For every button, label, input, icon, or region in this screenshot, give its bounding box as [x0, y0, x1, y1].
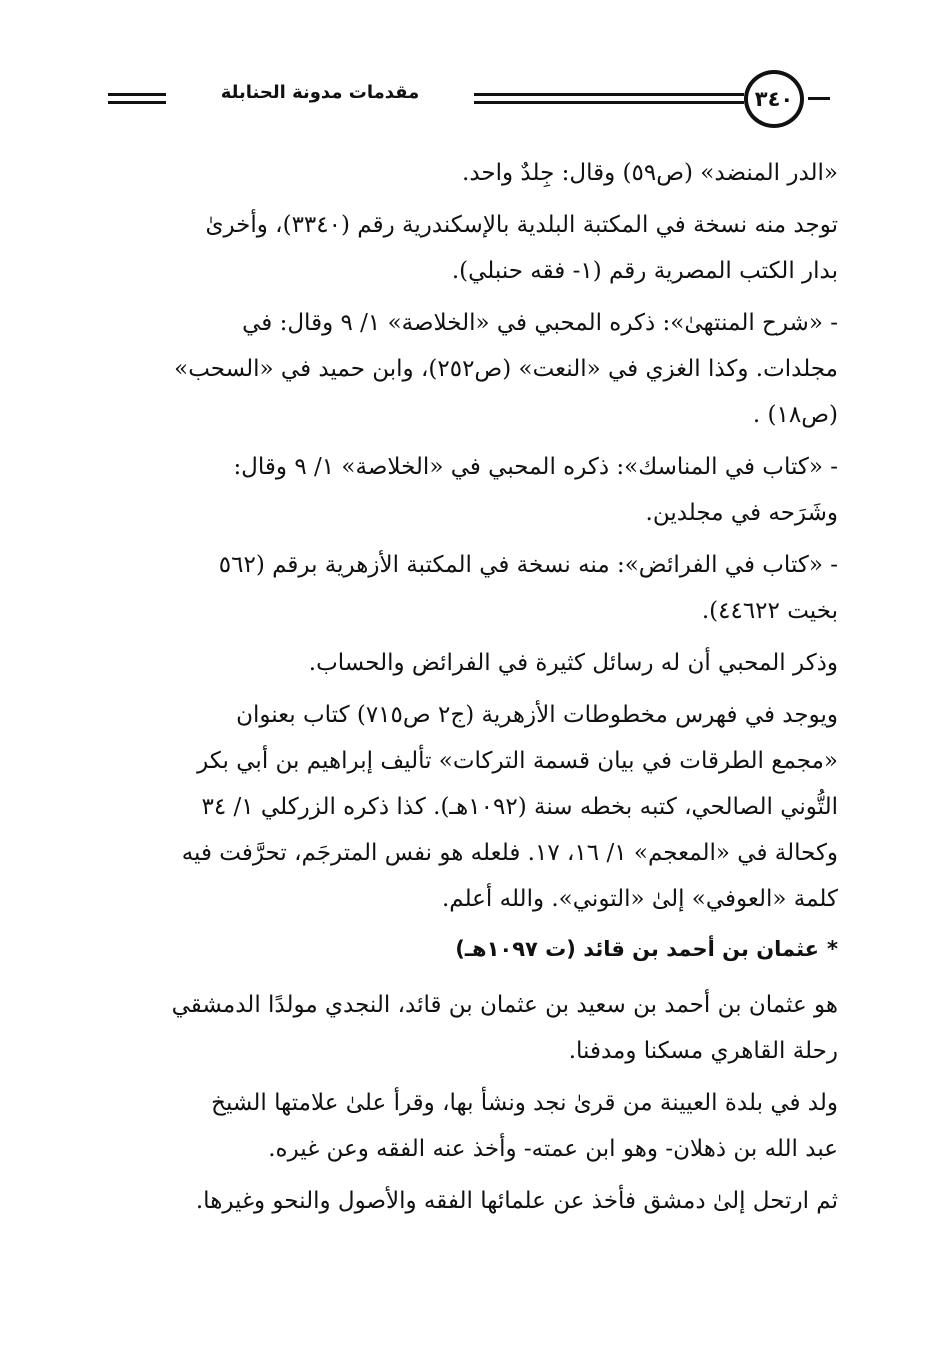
- text-line: - «كتاب في الفرائض»: منه نسخة في المكتبة الأزهرية برقم (٥٦٢: [218, 552, 838, 578]
- header-rule: [474, 93, 744, 96]
- page-body: [118, 150, 838, 1224]
- text-line: هو عثمان بن أحمد بن سعيد بن عثمان بن قائد، النجدي مولدًا الدمشقي: [171, 992, 838, 1018]
- text-line: بخيت ٤٤٦٢٢).: [701, 598, 838, 624]
- header-rule: [108, 93, 166, 96]
- asterisk-icon: *: [827, 937, 838, 961]
- text-line: ويوجد في فهرس مخطوطات الأزهرية (ج٢ ص٧١٥) كتاب بعنوان: [236, 702, 838, 728]
- text-line: بدار الكتب المصرية رقم (١- فقه حنبلي).: [451, 258, 838, 284]
- text-line: ولد في بلدة العيينة من قرىٰ نجد ونشأ بها، وقرأ علىٰ علامتها الشيخ: [211, 1090, 838, 1116]
- text-line: رحلة القاهري مسكنا ومدفنا.: [568, 1038, 838, 1064]
- text-line: وكحالة في «المعجم» ١/ ١٦، ١٧. فلعله هو نفس المترجَم، تحرَّفت فيه: [181, 840, 838, 866]
- text-line: - «كتاب في المناسك»: ذكره المحبي في «الخلاصة» ١/ ٩ وقال:: [233, 454, 838, 480]
- running-title: مقدمات مدونة الحنابلة: [220, 82, 420, 103]
- text-line: ثم ارتحل إلىٰ دمشق فأخذ عن علمائها الفقه والأصول والنحو وغيرها.: [195, 1188, 838, 1214]
- biography-heading-text: عثمان بن أحمد بن قائد (ت ١٠٩٧هـ): [455, 937, 820, 961]
- text-line: توجد منه نسخة في المكتبة البلدية بالإسكندرية رقم (٣٣٤٠)، وأخرىٰ: [205, 212, 838, 238]
- page-header: [108, 68, 830, 132]
- text-line: «الدر المنضد» (ص٥٩) وقال: جِلدٌ واحد.: [462, 160, 838, 186]
- text-line: التُّوني الصالحي، كتبه بخطه سنة (١٠٩٢هـ). كذا ذكره الزركلي ١/ ٣٤: [201, 794, 838, 820]
- header-rule: [474, 101, 744, 104]
- header-rule: [808, 97, 830, 100]
- text-line: (ص١٨) .: [752, 402, 838, 428]
- header-rule: [108, 101, 166, 104]
- text-line: وذكر المحبي أن له رسائل كثيرة في الفرائض والحساب.: [308, 650, 838, 676]
- text-line: - «شرح المنتهىٰ»: ذكره المحبي في «الخلاصة» ١/ ٩ وقال: في: [242, 310, 838, 336]
- text-line: وشَرَحه في مجلدين.: [645, 500, 838, 526]
- text-line: عبد الله بن ذهلان- وهو ابن عمته- وأخذ عنه الفقه وعن غيره.: [268, 1136, 838, 1162]
- text-line: مجلدات. وكذا الغزي في «النعت» (ص٢٥٢)، وابن حميد في «السحب»: [174, 356, 838, 382]
- page-number: ٣٤٠: [744, 70, 804, 128]
- text-line: كلمة «العوفي» إلىٰ «التوني». والله أعلم.: [441, 886, 838, 912]
- biography-heading: [118, 922, 838, 976]
- text-line: «مجمع الطرقات في بيان قسمة التركات» تأليف إبراهيم بن أبي بكر: [197, 748, 838, 774]
